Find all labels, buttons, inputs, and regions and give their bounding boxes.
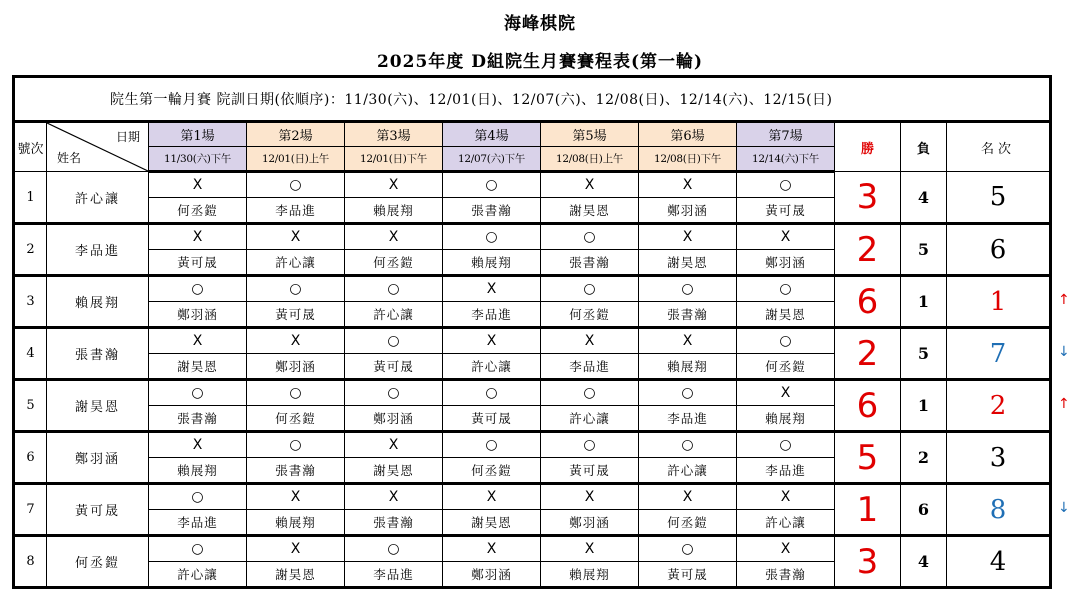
game-result: ○ <box>345 276 443 302</box>
training-dates-notice: 院生第一輪月賽 院訓日期(依順序)：11/30(六)、12/01(日)、12/07(六)、12/08(日)、12/14(六)、12/15(日) <box>14 77 1051 122</box>
rank-value: 5 <box>947 172 1051 224</box>
opponent-name: 黃可晟 <box>639 562 737 588</box>
loss-count: 2 <box>901 432 947 484</box>
game-result: X <box>737 224 835 250</box>
game-result: X <box>149 172 247 198</box>
game-result: ○ <box>149 484 247 510</box>
opponent-name: 賴展翔 <box>639 354 737 380</box>
player-row <box>14 224 1051 250</box>
round-5-header: 第5場 <box>541 122 639 147</box>
opponent-name: 鄭羽涵 <box>443 562 541 588</box>
opponent-name: 何丞鎧 <box>247 406 345 432</box>
game-result: ○ <box>737 328 835 354</box>
opponent-name: 謝昊恩 <box>737 302 835 328</box>
game-result: X <box>149 432 247 458</box>
opponent-name: 張書瀚 <box>247 458 345 484</box>
game-result: ○ <box>639 432 737 458</box>
opponent-name: 張書瀚 <box>639 302 737 328</box>
opponent-name: 張書瀚 <box>443 198 541 224</box>
game-result: ○ <box>737 276 835 302</box>
player-name: 黃可晟 <box>47 484 149 536</box>
game-result: X <box>541 536 639 562</box>
game-result: X <box>443 484 541 510</box>
game-result: ○ <box>541 380 639 406</box>
player-name: 賴展翔 <box>47 276 149 328</box>
opponent-name: 謝昊恩 <box>541 198 639 224</box>
loss-count: 5 <box>901 224 947 276</box>
loss-count: 1 <box>901 276 947 328</box>
opponent-name: 李品進 <box>247 198 345 224</box>
rank-value: 7 <box>947 328 1051 380</box>
game-result: X <box>541 484 639 510</box>
opponent-name: 張書瀚 <box>541 250 639 276</box>
opponent-name: 鄭羽涵 <box>149 302 247 328</box>
date-name-header <box>47 122 149 172</box>
round-7-header: 第7場 <box>737 122 835 147</box>
opponent-name: 謝昊恩 <box>149 354 247 380</box>
game-result: ○ <box>737 432 835 458</box>
player-row <box>14 276 1051 302</box>
opponent-name: 張書瀚 <box>149 406 247 432</box>
round-3-header: 第3場 <box>345 122 443 147</box>
game-result: X <box>247 328 345 354</box>
game-result: ○ <box>149 536 247 562</box>
player-number: 4 <box>14 328 47 380</box>
round-3-date: 12/01(日)下午 <box>345 147 443 172</box>
opponent-name: 李品進 <box>639 406 737 432</box>
rank-down-arrow-icon: ↓ <box>1058 499 1070 516</box>
opponent-name: 黃可晟 <box>247 302 345 328</box>
opponent-name: 張書瀚 <box>345 510 443 536</box>
win-count: 3 <box>835 172 901 224</box>
game-result: ○ <box>541 276 639 302</box>
round-4-date: 12/07(六)下午 <box>443 147 541 172</box>
win-count: 3 <box>835 536 901 588</box>
player-number: 6 <box>14 432 47 484</box>
game-result: X <box>639 224 737 250</box>
loss-count: 1 <box>901 380 947 432</box>
opponent-name: 何丞鎧 <box>639 510 737 536</box>
win-count: 6 <box>835 276 901 328</box>
opponent-name: 李品進 <box>345 562 443 588</box>
round-2-date: 12/01(日)上午 <box>247 147 345 172</box>
loss-count: 4 <box>901 172 947 224</box>
game-result: X <box>443 536 541 562</box>
opponent-name: 賴展翔 <box>345 198 443 224</box>
game-result: ○ <box>247 172 345 198</box>
game-result: ○ <box>639 536 737 562</box>
opponent-name: 許心讓 <box>737 510 835 536</box>
player-number: 2 <box>14 224 47 276</box>
rank-up-arrow-icon: ↑ <box>1058 291 1070 308</box>
player-row <box>14 172 1051 198</box>
opponent-name: 黃可晟 <box>149 250 247 276</box>
opponent-name: 謝昊恩 <box>247 562 345 588</box>
game-result: ○ <box>541 224 639 250</box>
win-count: 1 <box>835 484 901 536</box>
wins-header: 勝 <box>835 122 901 172</box>
opponent-name: 鄭羽涵 <box>247 354 345 380</box>
game-result: X <box>541 172 639 198</box>
player-row <box>14 536 1051 562</box>
opponent-name: 謝昊恩 <box>443 510 541 536</box>
rank-value: 1 <box>947 276 1051 328</box>
opponent-name: 何丞鎧 <box>149 198 247 224</box>
opponent-name: 許心讓 <box>345 302 443 328</box>
game-result: X <box>345 432 443 458</box>
opponent-name: 何丞鎧 <box>443 458 541 484</box>
game-result: X <box>737 536 835 562</box>
rank-up-arrow-icon: ↑ <box>1058 395 1070 412</box>
player-row <box>14 328 1051 354</box>
rank-down-arrow-icon: ↓ <box>1058 343 1070 360</box>
opponent-name: 張書瀚 <box>737 562 835 588</box>
win-count: 6 <box>835 380 901 432</box>
opponent-name: 黃可晟 <box>541 458 639 484</box>
opponent-name: 黃可晟 <box>737 198 835 224</box>
game-result: ○ <box>247 276 345 302</box>
game-result: ○ <box>247 380 345 406</box>
player-name: 謝昊恩 <box>47 380 149 432</box>
loss-count: 6 <box>901 484 947 536</box>
game-result: ○ <box>149 380 247 406</box>
name-label: 姓名 <box>57 151 82 165</box>
player-name: 李品進 <box>47 224 149 276</box>
game-result: ○ <box>443 432 541 458</box>
opponent-name: 賴展翔 <box>737 406 835 432</box>
losses-header: 負 <box>901 122 947 172</box>
schedule-title: 2025年度 D組院生月賽賽程表(第一輪) <box>376 52 704 72</box>
opponent-name: 何丞鎧 <box>345 250 443 276</box>
game-result: X <box>737 380 835 406</box>
game-result: ○ <box>443 172 541 198</box>
rank-value: 8 <box>947 484 1051 536</box>
opponent-name: 黃可晟 <box>443 406 541 432</box>
loss-count: 5 <box>901 328 947 380</box>
rank-value: 2 <box>947 380 1051 432</box>
round-1-date: 11/30(六)下午 <box>149 147 247 172</box>
player-row <box>14 432 1051 458</box>
opponent-name: 賴展翔 <box>541 562 639 588</box>
player-number: 7 <box>14 484 47 536</box>
player-number: 3 <box>14 276 47 328</box>
player-name: 鄭羽涵 <box>47 432 149 484</box>
game-result: X <box>247 224 345 250</box>
player-number: 8 <box>14 536 47 588</box>
game-result: ○ <box>443 380 541 406</box>
game-result: X <box>737 484 835 510</box>
rank-value: 3 <box>947 432 1051 484</box>
win-count: 5 <box>835 432 901 484</box>
game-result: X <box>639 328 737 354</box>
player-number: 5 <box>14 380 47 432</box>
win-count: 2 <box>835 224 901 276</box>
opponent-name: 黃可晟 <box>345 354 443 380</box>
game-result: ○ <box>149 276 247 302</box>
game-result: X <box>345 172 443 198</box>
game-result: ○ <box>737 172 835 198</box>
organization-title: 海峰棋院 <box>504 14 576 34</box>
game-result: X <box>247 484 345 510</box>
game-result: X <box>443 276 541 302</box>
opponent-name: 何丞鎧 <box>737 354 835 380</box>
round-4-header: 第4場 <box>443 122 541 147</box>
opponent-name: 謝昊恩 <box>345 458 443 484</box>
player-name: 張書瀚 <box>47 328 149 380</box>
game-result: ○ <box>443 224 541 250</box>
game-result: X <box>639 172 737 198</box>
opponent-name: 鄭羽涵 <box>345 406 443 432</box>
round-1-header: 第1場 <box>149 122 247 147</box>
opponent-name: 許心讓 <box>149 562 247 588</box>
opponent-name: 鄭羽涵 <box>541 510 639 536</box>
rank-value: 4 <box>947 536 1051 588</box>
game-result: X <box>149 224 247 250</box>
game-result: ○ <box>639 380 737 406</box>
opponent-name: 許心讓 <box>639 458 737 484</box>
opponent-name: 賴展翔 <box>149 458 247 484</box>
round-5-date: 12/08(日)上午 <box>541 147 639 172</box>
player-name: 何丞鎧 <box>47 536 149 588</box>
opponent-name: 李品進 <box>149 510 247 536</box>
opponent-name: 鄭羽涵 <box>639 198 737 224</box>
opponent-name: 許心讓 <box>541 406 639 432</box>
round-7-date: 12/14(六)下午 <box>737 147 835 172</box>
opponent-name: 何丞鎧 <box>541 302 639 328</box>
game-result: X <box>639 484 737 510</box>
opponent-name: 鄭羽涵 <box>737 250 835 276</box>
game-result: ○ <box>345 536 443 562</box>
game-result: ○ <box>345 380 443 406</box>
opponent-name: 李品進 <box>443 302 541 328</box>
game-result: X <box>345 224 443 250</box>
player-name: 許心讓 <box>47 172 149 224</box>
game-result: ○ <box>247 432 345 458</box>
game-result: ○ <box>639 276 737 302</box>
player-number: 1 <box>14 172 47 224</box>
rank-header: 名次 <box>947 122 1051 172</box>
game-result: X <box>345 484 443 510</box>
player-row <box>14 380 1051 406</box>
game-result: ○ <box>345 328 443 354</box>
loss-count: 4 <box>901 536 947 588</box>
date-label: 日期 <box>115 130 140 144</box>
win-count: 2 <box>835 328 901 380</box>
game-result: X <box>149 328 247 354</box>
opponent-name: 賴展翔 <box>443 250 541 276</box>
round-6-header: 第6場 <box>639 122 737 147</box>
game-result: X <box>247 536 345 562</box>
rank-value: 6 <box>947 224 1051 276</box>
round-6-date: 12/08(日)下午 <box>639 147 737 172</box>
number-header: 號次 <box>14 122 47 172</box>
opponent-name: 賴展翔 <box>247 510 345 536</box>
game-result: ○ <box>541 432 639 458</box>
game-result: X <box>541 328 639 354</box>
opponent-name: 李品進 <box>541 354 639 380</box>
game-result: X <box>443 328 541 354</box>
opponent-name: 謝昊恩 <box>639 250 737 276</box>
opponent-name: 李品進 <box>737 458 835 484</box>
opponent-name: 許心讓 <box>443 354 541 380</box>
opponent-name: 許心讓 <box>247 250 345 276</box>
schedule-table <box>12 75 1052 589</box>
player-row <box>14 484 1051 510</box>
round-2-header: 第2場 <box>247 122 345 147</box>
